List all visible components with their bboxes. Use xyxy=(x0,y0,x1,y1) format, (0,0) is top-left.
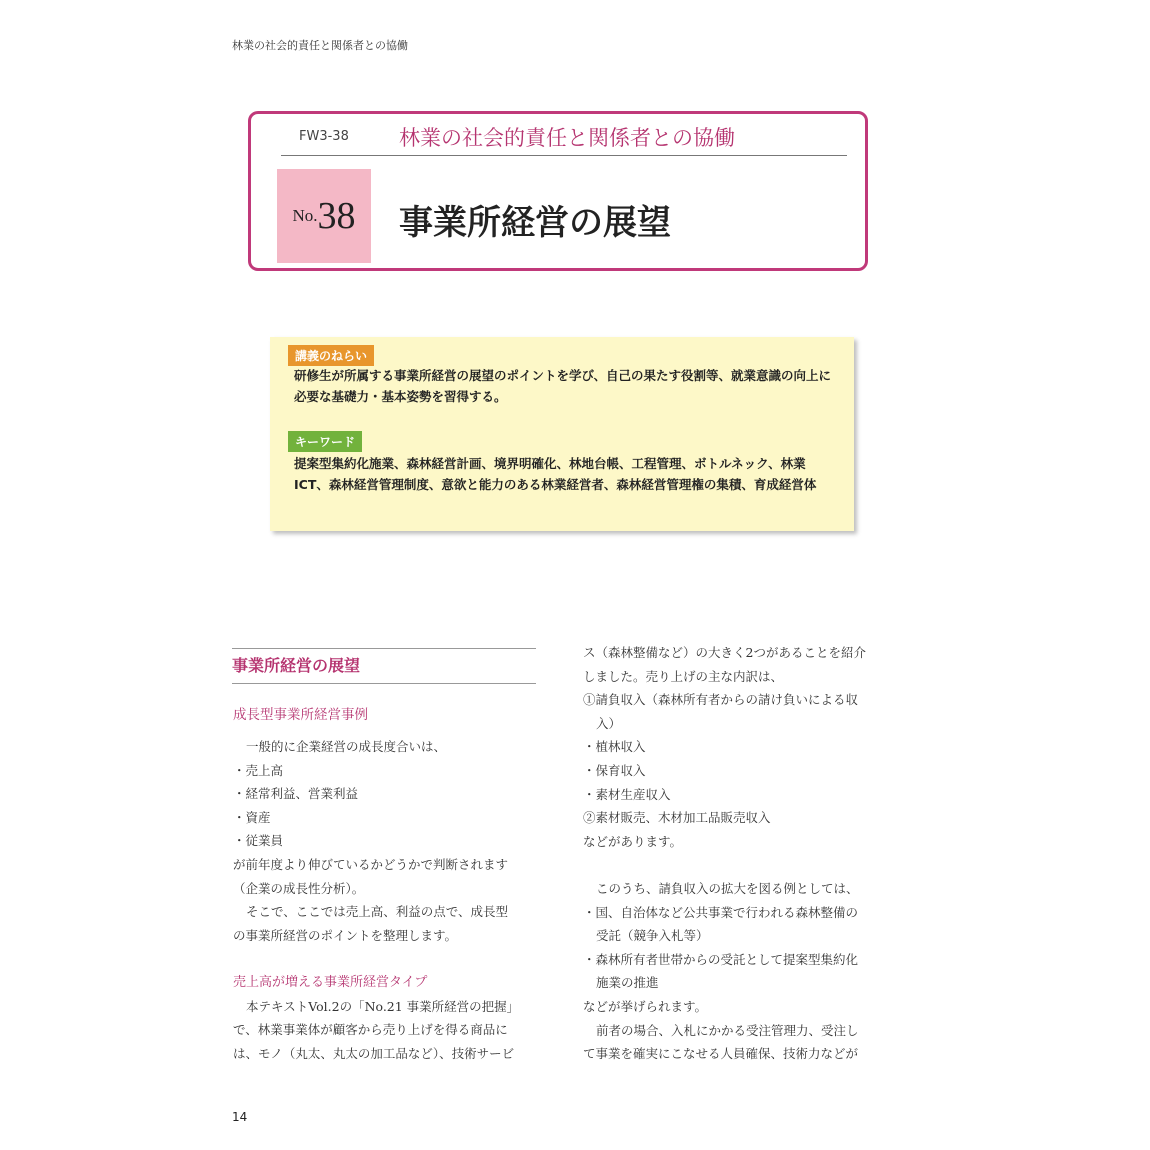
body-line: ・売上高 xyxy=(233,762,284,778)
aim-box xyxy=(270,337,854,531)
body-line: ・資産 xyxy=(233,809,271,825)
left-column xyxy=(233,735,539,1065)
body-line: ス（森林整備など）の大きく2つがあることを紹介 xyxy=(583,645,866,660)
body-line: このうち、請負収入の拡大を図る例としては、 xyxy=(596,880,859,896)
subject-title: 林業の社会的責任と関係者との協働 xyxy=(399,126,735,150)
body-line: しました。売り上げの主な内訳は、 xyxy=(583,668,784,684)
body-line: ①請負収入（森林所有者からの請け負いによる収 xyxy=(583,692,859,708)
body-line: などが挙げられます。 xyxy=(583,998,708,1014)
number-prefix: No. xyxy=(292,206,318,225)
subheading-sales-growth: 売上高が増える事業所経営タイプ xyxy=(233,974,428,990)
page-title: 事業所経営の展望 xyxy=(399,203,671,243)
body-line: 前者の場合、入札にかかる受注管理力、受注し xyxy=(596,1022,859,1038)
right-column xyxy=(583,641,888,1066)
body-line: ②素材販売、木材加工品販売収入 xyxy=(583,810,771,826)
blank-line xyxy=(583,853,888,877)
body-line: 入） xyxy=(596,715,622,731)
body-line: 一般的に企業経営の成長度合いは、 xyxy=(246,739,447,754)
title-divider xyxy=(281,155,847,156)
subheading-growth-cases: 成長型事業所経営事例 xyxy=(233,707,368,723)
body-line: ・素材生産収入 xyxy=(583,786,671,802)
keyword-label: キーワード xyxy=(288,431,362,452)
lecture-number: 38 xyxy=(317,195,356,237)
page-number: 14 xyxy=(232,1110,248,1124)
body-line: 受託（競争入札等） xyxy=(596,928,709,944)
section-rule-top xyxy=(232,648,536,649)
body-line: などがあります。 xyxy=(583,833,683,849)
lecture-code: FW3-38 xyxy=(299,129,349,144)
body-line: 本テキストVol.2の「No.21 事業所経営の把握」 xyxy=(246,998,520,1014)
body-line: で、林業事業体が顧客から売り上げを得る商品に xyxy=(233,1022,508,1038)
body-line: 施業の推進 xyxy=(596,975,659,991)
section-rule-bottom xyxy=(232,683,536,684)
body-line: て事業を確実にこなせる人員確保、技術力などが xyxy=(583,1046,859,1062)
blank-line xyxy=(233,947,539,971)
body-line: ・従業員 xyxy=(233,833,284,849)
body-line: ・保育収入 xyxy=(583,762,646,778)
body-line: （企業の成長性分析）。 xyxy=(233,880,365,896)
aim-label: 講義のねらい xyxy=(288,345,374,366)
title-box xyxy=(248,111,868,271)
body-line: ・植林収入 xyxy=(583,739,646,755)
body-line: ・経常利益、営業利益 xyxy=(233,786,359,802)
running-header: 林業の社会的責任と関係者との協働 xyxy=(232,39,408,52)
body-line: が前年度より伸びているかどうかで判断されます xyxy=(233,856,509,872)
aim-text: 研修生が所属する事業所経営の展望のポイントを学び、自己の果たす役割等、就業意識の向上に必要な基礎力・基本姿勢を習得する。 xyxy=(294,368,832,404)
keyword-text: 提案型集約化施業、森林経営計画、境界明確化、林地台帳、工程管理、ボトルネック、林業ICT、森林経営管理制度、意欲と能力のある林業経営者、森林経営管理権の集積、育成経営体 xyxy=(294,456,817,492)
body-line: ・国、自治体など公共事業で行われる森林整備の xyxy=(583,904,859,920)
lecture-number-badge xyxy=(277,169,371,263)
body-line: の事業所経営のポイントを整理します。 xyxy=(233,927,458,943)
body-line: ・森林所有者世帯からの受託として提案型集約化 xyxy=(583,951,859,967)
section-heading: 事業所経営の展望 xyxy=(232,656,361,675)
body-line: そこで、ここでは売上高、利益の点で、成長型 xyxy=(246,904,509,920)
body-line: は、モノ（丸太、丸太の加工品など）、技術サービ xyxy=(233,1045,515,1061)
